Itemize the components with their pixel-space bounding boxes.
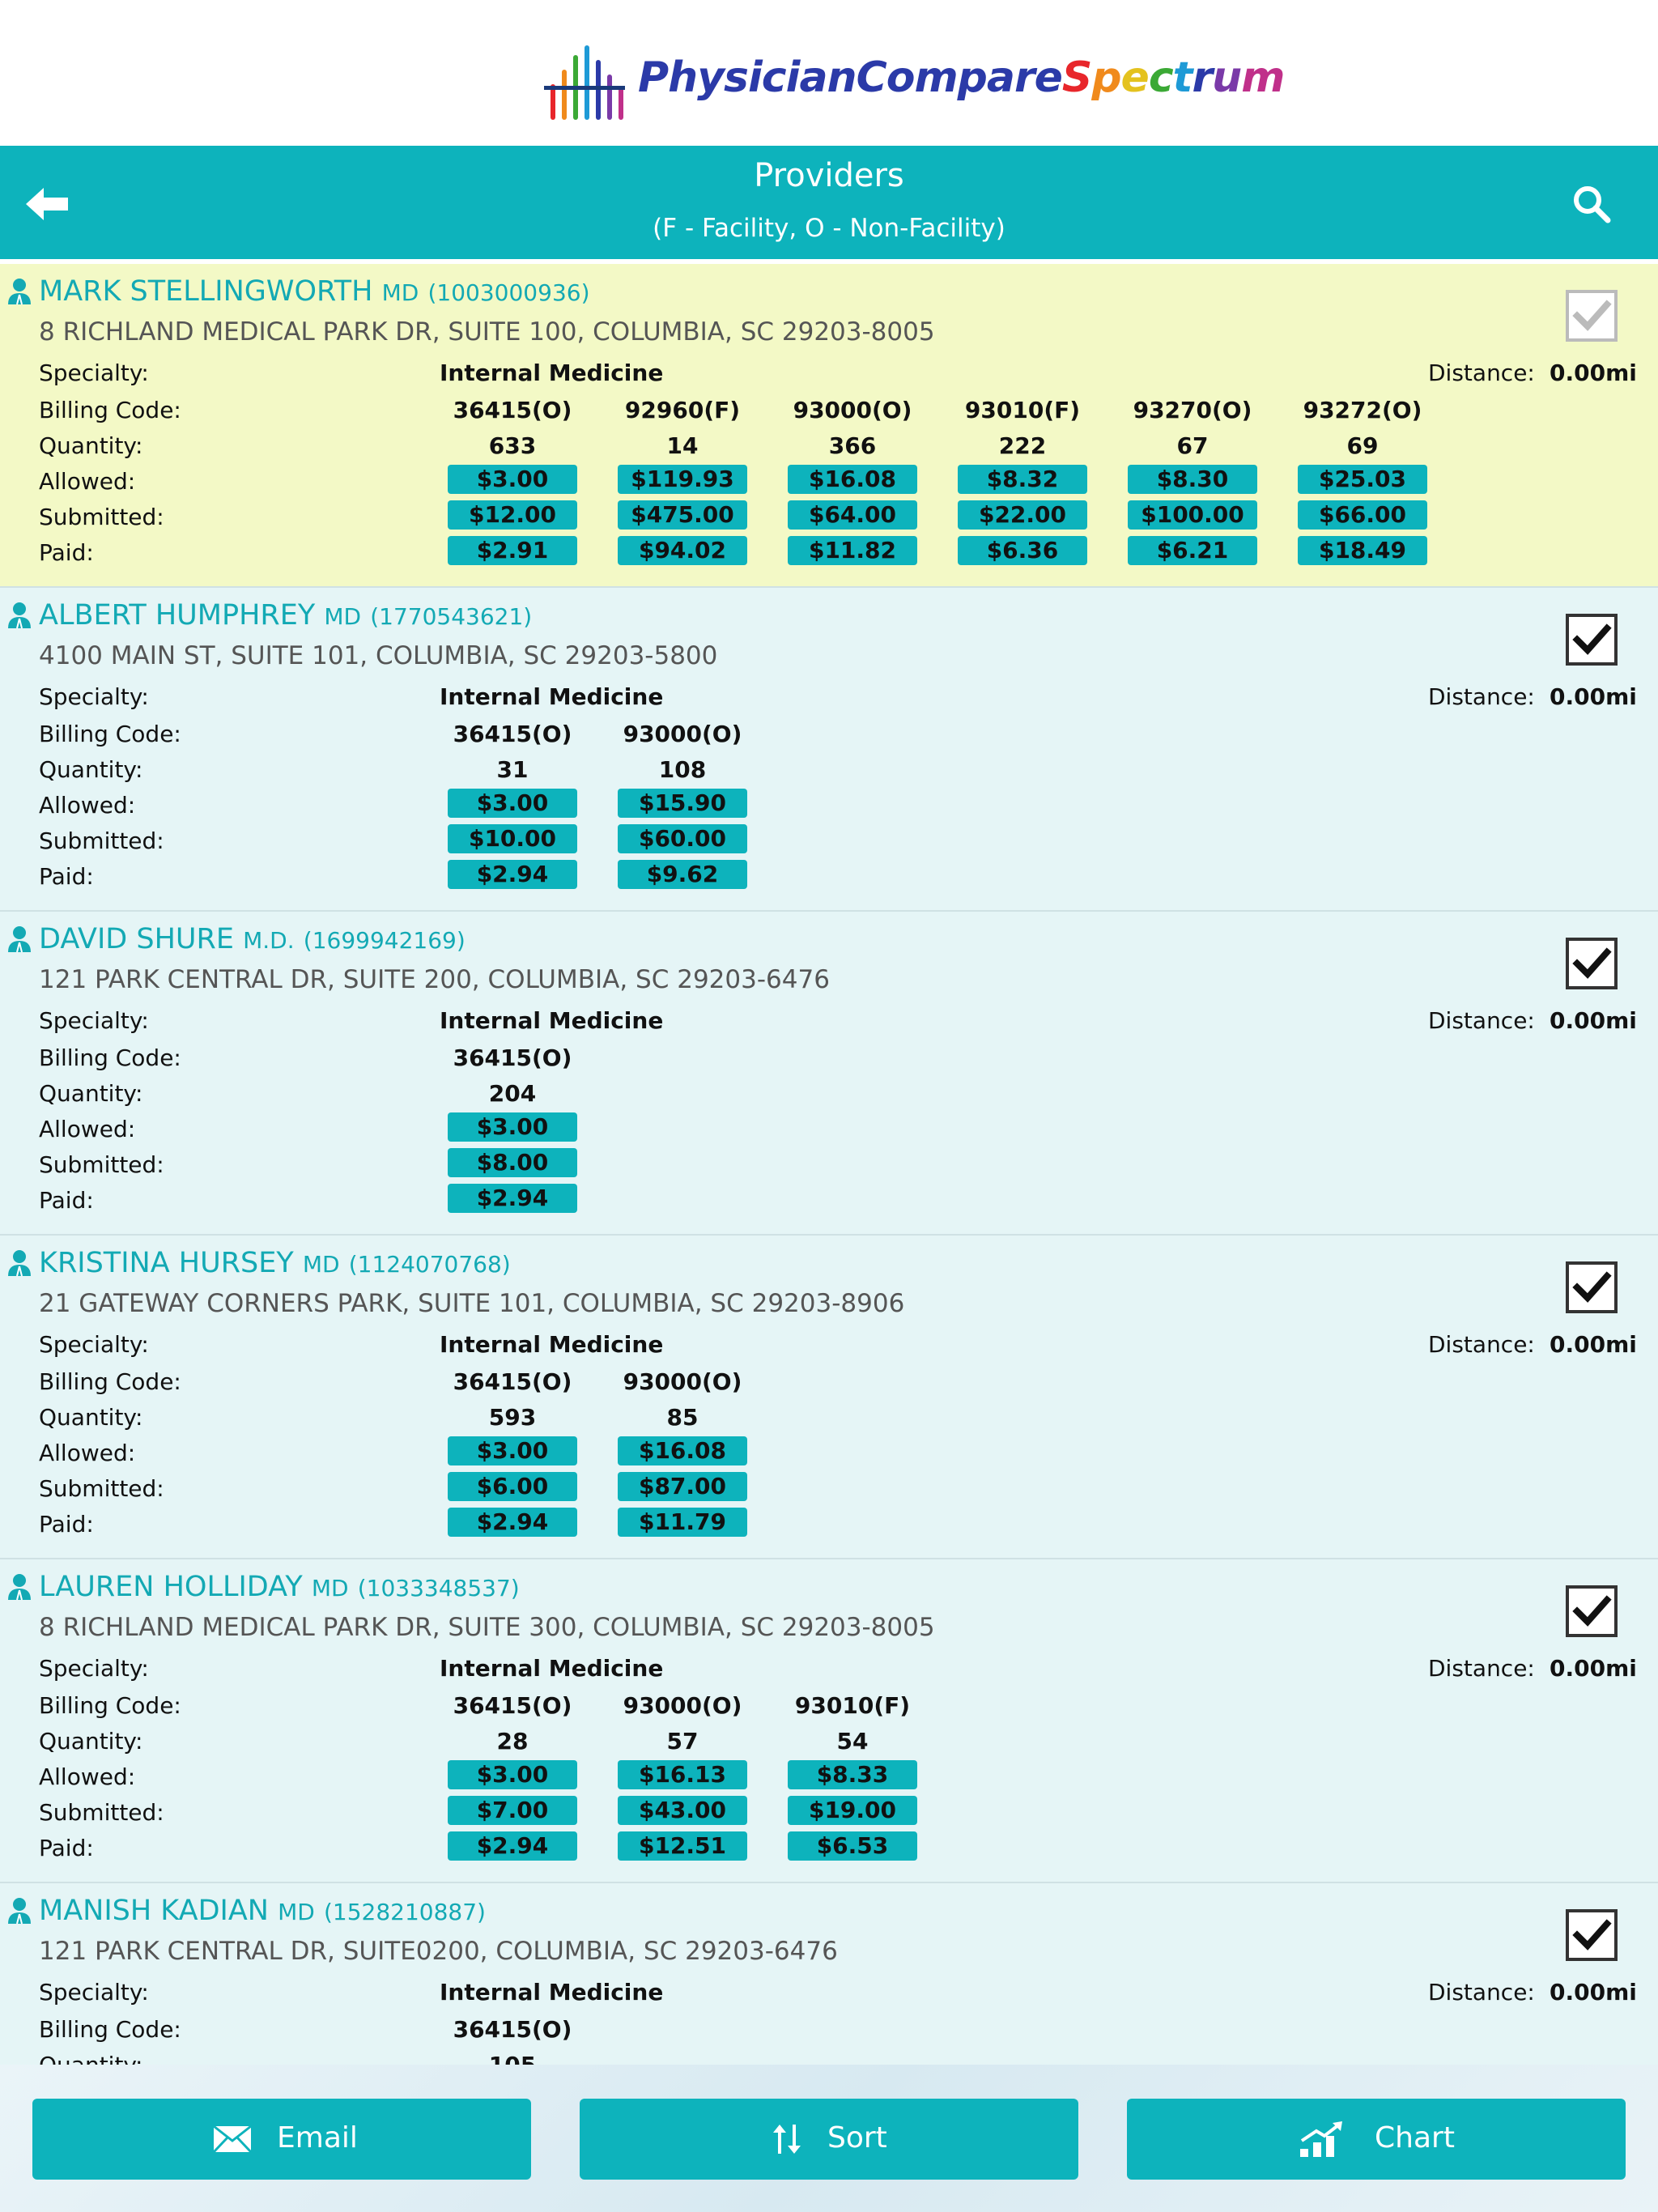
billing-code-label: Billing Code: [39, 1368, 181, 1395]
billing-code: 93000(O) [623, 1692, 742, 1719]
provider-checkbox[interactable] [1566, 1909, 1618, 1961]
submitted-label: Submitted: [39, 1799, 164, 1826]
allowed-value: $16.08 [788, 465, 917, 494]
provider-npi: (1699942169) [303, 927, 466, 954]
specialty-label: Specialty: [39, 1007, 149, 1034]
paid-value: $11.79 [618, 1508, 747, 1537]
app-logo [542, 45, 1285, 134]
distance-label: Distance: [1428, 1979, 1535, 2006]
submitted-value: $66.00 [1298, 500, 1427, 530]
distance-label: Distance: [1428, 1007, 1535, 1034]
checkmark-icon [1569, 941, 1614, 986]
provider-checkbox[interactable] [1566, 938, 1618, 989]
chart-button[interactable] [1127, 2099, 1626, 2180]
billing-code: 36415(O) [453, 2016, 572, 2043]
provider-npi: (1003000936) [427, 279, 590, 306]
provider-name-line[interactable] [39, 923, 466, 955]
quantity-value: 366 [828, 432, 877, 459]
sort-label: Sort [827, 2121, 887, 2155]
distance-value: 0.00mi [1550, 1655, 1637, 1682]
provider-name: MARK STELLINGWORTH [39, 275, 373, 308]
distance-value: 0.00mi [1550, 683, 1637, 710]
submitted-value: $22.00 [958, 500, 1087, 530]
allowed-value: $8.32 [958, 465, 1087, 494]
paid-label: Paid: [39, 539, 94, 566]
distance-label: Distance: [1428, 1331, 1535, 1358]
provider-credential: MD [324, 603, 362, 630]
quantity-label: Quantity: [39, 1728, 143, 1755]
search-button[interactable] [1571, 183, 1613, 225]
paid-label: Paid: [39, 1835, 94, 1861]
provider-address: 8 RICHLAND MEDICAL PARK DR, SUITE 100, COLUMBIA, SC 29203-8005 [39, 317, 935, 347]
provider-address: 121 PARK CENTRAL DR, SUITE 200, COLUMBIA, SC 29203-6476 [39, 965, 830, 994]
provider-card[interactable] [0, 588, 1658, 912]
provider-checkbox[interactable] [1566, 1261, 1618, 1313]
provider-address: 4100 MAIN ST, SUITE 101, COLUMBIA, SC 29203-5800 [39, 641, 718, 670]
specialty-value: Internal Medicine [440, 359, 664, 386]
paid-value: $6.21 [1128, 536, 1257, 565]
billing-code: 36415(O) [453, 1044, 572, 1071]
provider-checkbox[interactable] [1566, 290, 1618, 342]
quantity-label: Quantity: [39, 432, 143, 459]
quantity-value: 54 [836, 1728, 869, 1755]
submitted-value: $7.00 [448, 1796, 577, 1825]
submitted-value: $12.00 [448, 500, 577, 530]
quantity-label: Quantity: [39, 1080, 143, 1107]
provider-credential: MD [302, 1251, 340, 1278]
allowed-label: Allowed: [39, 1116, 136, 1142]
person-icon [6, 1572, 32, 1602]
billing-code: 93000(O) [793, 397, 912, 423]
paid-value: $2.91 [448, 536, 577, 565]
person-icon [6, 1249, 32, 1278]
billing-code-label: Billing Code: [39, 2016, 181, 2043]
provider-npi: (1033348537) [357, 1575, 520, 1602]
sort-button[interactable] [580, 2099, 1078, 2180]
paid-value: $18.49 [1298, 536, 1427, 565]
billing-code: 36415(O) [453, 1368, 572, 1395]
provider-credential: M.D. [243, 927, 295, 954]
provider-credential: MD [381, 279, 419, 306]
paid-value: $12.51 [618, 1831, 747, 1861]
allowed-value: $3.00 [448, 1760, 577, 1789]
quantity-label: Quantity: [39, 1404, 143, 1431]
allowed-value: $3.00 [448, 789, 577, 818]
provider-name-line[interactable] [39, 1895, 486, 1927]
specialty-label: Specialty: [39, 359, 149, 386]
quantity-value: 633 [488, 432, 537, 459]
allowed-value: $25.03 [1298, 465, 1427, 494]
allowed-value: $119.93 [618, 465, 747, 494]
submitted-value: $60.00 [618, 824, 747, 853]
specialty-label: Specialty: [39, 1979, 149, 2006]
quantity-value: 14 [666, 432, 699, 459]
submitted-label: Submitted: [39, 504, 164, 530]
person-icon [6, 601, 32, 630]
distance-value: 0.00mi [1550, 1007, 1637, 1034]
specialty-value: Internal Medicine [440, 1655, 664, 1682]
paid-value: $94.02 [618, 536, 747, 565]
provider-name: LAUREN HOLLIDAY [39, 1571, 303, 1603]
specialty-label: Specialty: [39, 683, 149, 710]
quantity-value: 67 [1176, 432, 1209, 459]
checkmark-icon [1569, 1912, 1614, 1958]
allowed-label: Allowed: [39, 792, 136, 819]
submitted-value: $10.00 [448, 824, 577, 853]
person-icon [6, 925, 32, 954]
search-icon [1571, 183, 1613, 225]
distance-value: 0.00mi [1550, 359, 1637, 386]
person-icon [6, 277, 32, 306]
provider-checkbox[interactable] [1566, 1585, 1618, 1637]
allowed-label: Allowed: [39, 1763, 136, 1790]
sort-arrows-icon [771, 2123, 803, 2155]
paid-value: $2.94 [448, 1508, 577, 1537]
provider-npi: (1528210887) [323, 1899, 486, 1925]
specialty-label: Specialty: [39, 1655, 149, 1682]
quantity-label: Quantity: [39, 756, 143, 783]
provider-name: DAVID SHURE [39, 923, 234, 955]
billing-code: 93000(O) [623, 721, 742, 747]
paid-value: $2.94 [448, 1831, 577, 1861]
nav-bar [0, 146, 1658, 259]
provider-checkbox[interactable] [1566, 614, 1618, 666]
billing-code: 93010(F) [794, 1692, 911, 1719]
allowed-value: $15.90 [618, 789, 747, 818]
billing-code-label: Billing Code: [39, 1044, 181, 1071]
specialty-label: Specialty: [39, 1331, 149, 1358]
spectrum-logo-icon [542, 45, 631, 134]
paid-value: $2.94 [448, 1184, 577, 1213]
email-button[interactable] [32, 2099, 531, 2180]
billing-code-label: Billing Code: [39, 721, 181, 747]
billing-code-label: Billing Code: [39, 397, 181, 423]
specialty-value: Internal Medicine [440, 683, 664, 710]
provider-name-line[interactable] [39, 599, 532, 632]
quantity-value: 69 [1346, 432, 1379, 459]
quantity-value: 28 [496, 1728, 529, 1755]
checkmark-icon [1569, 617, 1614, 662]
quantity-value: 593 [488, 1404, 537, 1431]
logo-wordmark: PhysicianCompareSpectrum [638, 53, 1285, 102]
paid-label: Paid: [39, 863, 94, 890]
distance-label: Distance: [1428, 359, 1535, 386]
provider-list[interactable] [0, 264, 1658, 2065]
paid-value: $6.36 [958, 536, 1087, 565]
submitted-label: Submitted: [39, 1475, 164, 1502]
provider-name-line[interactable] [39, 1247, 511, 1279]
submitted-label: Submitted: [39, 1151, 164, 1178]
provider-npi: (1770543621) [370, 603, 533, 630]
provider-name-line[interactable] [39, 275, 590, 308]
allowed-value: $3.00 [448, 1112, 577, 1142]
allowed-value: $3.00 [448, 1436, 577, 1465]
billing-code: 93272(O) [1303, 397, 1422, 423]
specialty-value: Internal Medicine [440, 1331, 664, 1358]
distance-label: Distance: [1428, 1655, 1535, 1682]
billing-code: 93270(O) [1133, 397, 1252, 423]
quantity-value: 222 [998, 432, 1047, 459]
allowed-value: $8.33 [788, 1760, 917, 1789]
provider-card[interactable] [0, 912, 1658, 1236]
billing-code: 93000(O) [623, 1368, 742, 1395]
specialty-value: Internal Medicine [440, 1979, 664, 2006]
page-title: Providers [754, 157, 904, 194]
bottom-toolbar [0, 2065, 1658, 2212]
distance-label: Distance: [1428, 683, 1535, 710]
distance-value: 0.00mi [1550, 1331, 1637, 1358]
provider-name: MANISH KADIAN [39, 1895, 269, 1927]
provider-address: 121 PARK CENTRAL DR, SUITE0200, COLUMBIA, SC 29203-6476 [39, 1937, 838, 1966]
allowed-value: $16.08 [618, 1436, 747, 1465]
billing-code: 36415(O) [453, 721, 572, 747]
provider-name: KRISTINA HURSEY [39, 1247, 294, 1279]
provider-name-line[interactable] [39, 1571, 520, 1603]
provider-credential: MD [311, 1575, 349, 1602]
paid-label: Paid: [39, 1511, 94, 1538]
submitted-value: $43.00 [618, 1796, 747, 1825]
paid-value: $9.62 [618, 860, 747, 889]
paid-value: $11.82 [788, 536, 917, 565]
provider-card[interactable] [0, 264, 1658, 588]
checkmark-icon [1569, 293, 1614, 338]
page-subtitle: (F - Facility, O - Non-Facility) [653, 214, 1005, 243]
specialty-value: Internal Medicine [440, 1007, 664, 1034]
allowed-value: $16.13 [618, 1760, 747, 1789]
billing-code: 36415(O) [453, 1692, 572, 1719]
submitted-label: Submitted: [39, 827, 164, 854]
submitted-value: $100.00 [1128, 500, 1257, 530]
chart-trend-icon [1299, 2120, 1346, 2159]
checkmark-icon [1569, 1589, 1614, 1634]
billing-code-label: Billing Code: [39, 1692, 181, 1719]
chart-label: Chart [1375, 2121, 1455, 2155]
provider-credential: MD [278, 1899, 315, 1925]
email-label: Email [277, 2121, 358, 2155]
submitted-value: $64.00 [788, 500, 917, 530]
provider-name: ALBERT HUMPHREY [39, 599, 316, 632]
submitted-value: $8.00 [448, 1148, 577, 1177]
allowed-label: Allowed: [39, 468, 136, 495]
provider-card[interactable] [0, 1559, 1658, 1883]
provider-npi: (1124070768) [348, 1251, 511, 1278]
quantity-value: 204 [488, 1080, 537, 1107]
paid-value: $6.53 [788, 1831, 917, 1861]
paid-value: $2.94 [448, 860, 577, 889]
allowed-value: $8.30 [1128, 465, 1257, 494]
provider-address: 21 GATEWAY CORNERS PARK, SUITE 101, COLUMBIA, SC 29203-8906 [39, 1289, 905, 1318]
provider-address: 8 RICHLAND MEDICAL PARK DR, SUITE 300, COLUMBIA, SC 29203-8005 [39, 1613, 935, 1642]
quantity-value: 31 [496, 756, 529, 783]
submitted-value: $6.00 [448, 1472, 577, 1501]
quantity-value: 108 [658, 756, 707, 783]
quantity-value: 85 [666, 1404, 699, 1431]
provider-card[interactable] [0, 1236, 1658, 1559]
allowed-value: $3.00 [448, 465, 577, 494]
allowed-label: Allowed: [39, 1440, 136, 1466]
paid-label: Paid: [39, 1187, 94, 1214]
billing-code: 93010(F) [964, 397, 1081, 423]
checkmark-icon [1569, 1265, 1614, 1310]
person-icon [6, 1896, 32, 1925]
logo-bar [0, 0, 1658, 146]
envelope-icon [212, 2125, 253, 2154]
submitted-value: $87.00 [618, 1472, 747, 1501]
billing-code: 36415(O) [453, 397, 572, 423]
submitted-value: $475.00 [618, 500, 747, 530]
quantity-value: 57 [666, 1728, 699, 1755]
submitted-value: $19.00 [788, 1796, 917, 1825]
distance-value: 0.00mi [1550, 1979, 1637, 2006]
billing-code: 92960(F) [624, 397, 741, 423]
